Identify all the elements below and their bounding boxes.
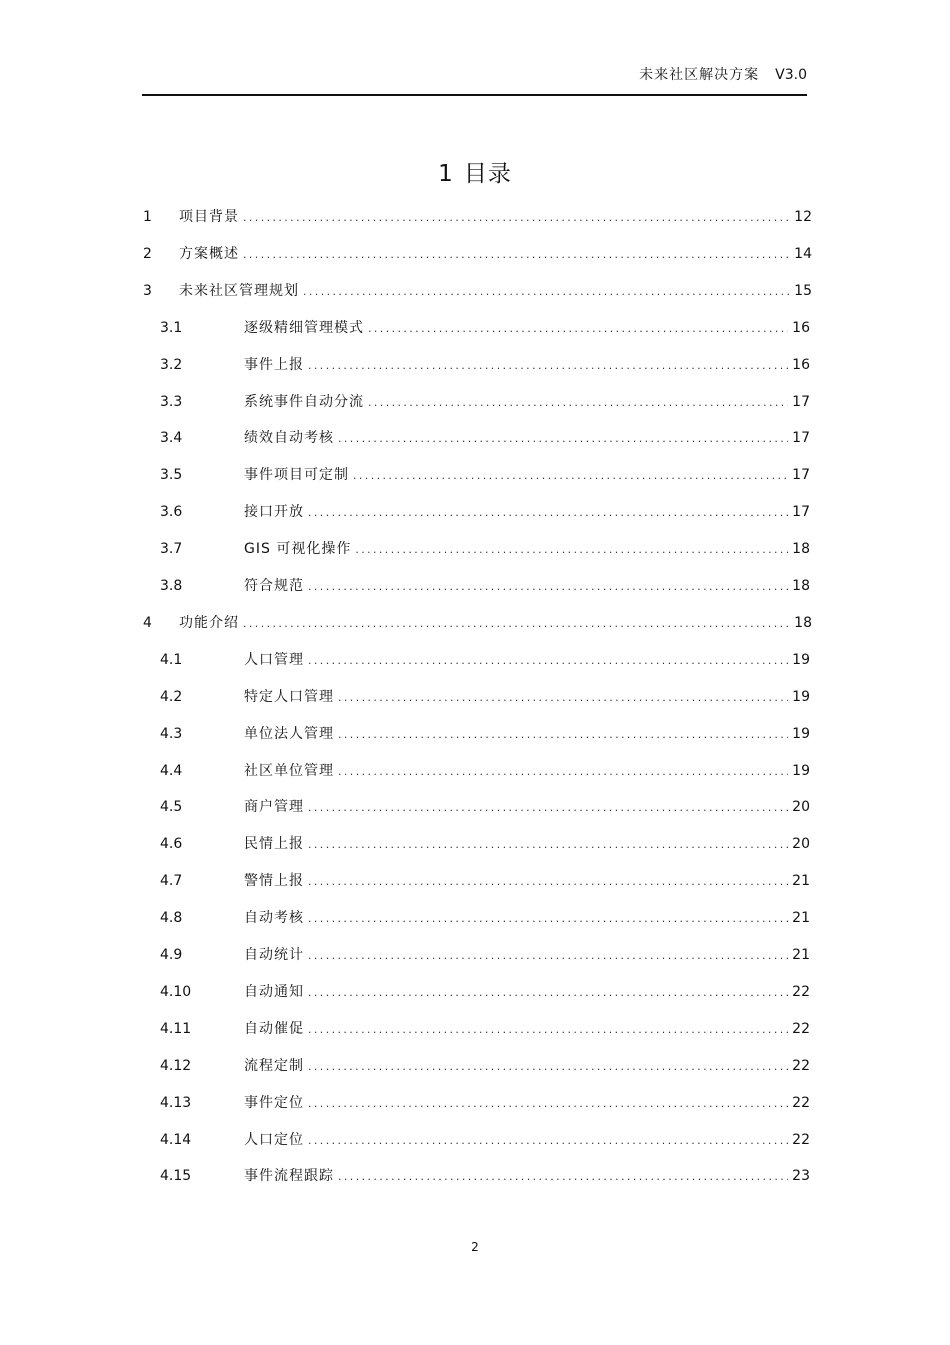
toc-entry[interactable] — [160, 1018, 810, 1040]
toc-entry-leader — [308, 355, 788, 377]
toc-entry-page: 15 — [794, 283, 812, 299]
toc-entry-label: 人口定位 — [244, 1132, 304, 1148]
toc-entry-label: 商户管理 — [244, 799, 304, 815]
toc-entry-label: 接口开放 — [244, 504, 304, 520]
toc-entry[interactable] — [160, 796, 810, 818]
toc-entry-leader — [338, 1166, 788, 1188]
toc-entry-number: 4 — [143, 615, 152, 631]
toc-entry[interactable] — [160, 907, 810, 929]
toc-entry-number: 4.12 — [160, 1058, 192, 1074]
toc-entry[interactable] — [160, 944, 810, 966]
toc-entry-label: 绩效自动考核 — [244, 430, 334, 446]
toc-entry-leader — [308, 871, 788, 893]
toc-entry-page: 21 — [792, 947, 810, 963]
toc-entry-label: GIS 可视化操作 — [244, 541, 352, 557]
toc-entry-number: 4.6 — [160, 836, 183, 852]
toc-entry-leader — [243, 613, 790, 635]
toc-entry-page: 19 — [792, 763, 810, 779]
toc-entry-page: 16 — [792, 357, 810, 373]
toc-entry-number: 3.8 — [160, 578, 183, 594]
toc-entry[interactable] — [160, 870, 810, 892]
toc-entry[interactable] — [143, 206, 812, 228]
toc-entry-number: 3.1 — [160, 320, 183, 336]
toc-entry-label: 功能介绍 — [179, 615, 239, 631]
toc-entry-label: 项目背景 — [179, 209, 239, 225]
toc-entry[interactable] — [160, 686, 810, 708]
toc-entry-label: 民情上报 — [244, 836, 304, 852]
toc-entry[interactable] — [160, 1092, 810, 1114]
toc-entry-label: 事件上报 — [244, 357, 304, 373]
toc-heading-text: 目录 — [463, 161, 512, 187]
toc-entry-page: 17 — [792, 504, 810, 520]
toc-entry-leader — [308, 1056, 788, 1078]
toc-entry-leader — [355, 539, 788, 561]
toc-entry[interactable] — [143, 243, 812, 265]
toc-entry-page: 20 — [792, 799, 810, 815]
toc-entry[interactable] — [160, 354, 810, 376]
toc-entry-number: 4.2 — [160, 689, 183, 705]
toc-entry-leader — [308, 650, 788, 672]
toc-entry-leader — [338, 428, 788, 450]
toc-entry-number: 4.14 — [160, 1132, 192, 1148]
toc-entry-number: 3.2 — [160, 357, 183, 373]
toc-entry[interactable] — [160, 464, 810, 486]
toc-entry[interactable] — [160, 317, 810, 339]
toc-entry[interactable] — [160, 391, 810, 413]
toc-entry-number: 4.13 — [160, 1095, 192, 1111]
toc-entry[interactable] — [160, 538, 810, 560]
toc-entry-leader — [368, 318, 788, 340]
toc-entry-leader — [338, 724, 788, 746]
toc-entry-label: 事件定位 — [244, 1095, 304, 1111]
toc-entry-number: 4.11 — [160, 1021, 192, 1037]
toc-entry-number: 4.1 — [160, 652, 183, 668]
toc-entry[interactable] — [160, 723, 810, 745]
toc-entry-number: 4.7 — [160, 873, 183, 889]
toc-entry-page: 18 — [792, 541, 810, 557]
toc-entry-label: 方案概述 — [179, 246, 239, 262]
toc-entry-label: 符合规范 — [244, 578, 304, 594]
toc-entry-number: 3.6 — [160, 504, 183, 520]
toc-entry-number: 4.15 — [160, 1168, 192, 1184]
toc-entry[interactable] — [160, 981, 810, 1003]
toc-entry-label: 特定人口管理 — [244, 689, 334, 705]
toc-entry-number: 4.10 — [160, 984, 192, 1000]
toc-entry-leader — [308, 1130, 788, 1152]
toc-entry-leader — [308, 834, 788, 856]
toc-entry-label: 自动考核 — [244, 910, 304, 926]
toc-entry-leader — [368, 392, 788, 414]
toc-entry[interactable] — [160, 1129, 810, 1151]
toc-entry-page: 22 — [792, 1021, 810, 1037]
toc-entry-number: 4.9 — [160, 947, 183, 963]
toc-entry-number: 2 — [143, 246, 152, 262]
toc-entry-page: 14 — [794, 246, 812, 262]
toc-entry[interactable] — [143, 280, 812, 302]
toc-entry-leader — [308, 908, 788, 930]
toc-entry[interactable] — [143, 612, 812, 634]
toc-entry-label: 系统事件自动分流 — [244, 394, 364, 410]
toc-entry-page: 22 — [792, 984, 810, 1000]
toc-entry-number: 1 — [143, 209, 152, 225]
document-title: 未来社区解决方案 — [639, 67, 760, 83]
toc-entry-page: 23 — [792, 1168, 810, 1184]
toc-entry-leader — [353, 465, 788, 487]
toc-entry[interactable] — [160, 649, 810, 671]
toc-entry-label: 人口管理 — [244, 652, 304, 668]
toc-entry-label: 单位法人管理 — [244, 726, 334, 742]
toc-heading-number: 1 — [438, 161, 454, 187]
toc-entry-page: 16 — [792, 320, 810, 336]
toc-entry-leader — [243, 244, 790, 266]
toc-entry-number: 4.5 — [160, 799, 183, 815]
toc-entry[interactable] — [160, 575, 810, 597]
toc-entry-label: 事件流程跟踪 — [244, 1168, 334, 1184]
toc-entry-page: 22 — [792, 1095, 810, 1111]
toc-entry-label: 自动统计 — [244, 947, 304, 963]
toc-entry-page: 18 — [792, 578, 810, 594]
toc-entry-number: 4.8 — [160, 910, 183, 926]
toc-entry-leader — [243, 207, 790, 229]
page-number: 2 — [471, 1240, 479, 1254]
toc-entry-label: 社区单位管理 — [244, 763, 334, 779]
toc-entry-page: 22 — [792, 1058, 810, 1074]
toc-entry[interactable] — [160, 760, 810, 782]
toc-entry-leader — [338, 761, 788, 783]
toc-entry-leader — [308, 502, 788, 524]
toc-entry-page: 19 — [792, 726, 810, 742]
toc-entry-page: 12 — [794, 209, 812, 225]
toc-entry-number: 3.5 — [160, 467, 183, 483]
toc-entry-leader — [308, 797, 788, 819]
toc-entry-label: 流程定制 — [244, 1058, 304, 1074]
toc-entry-label: 自动催促 — [244, 1021, 304, 1037]
toc-entry-leader — [308, 982, 788, 1004]
toc-entry-page: 21 — [792, 873, 810, 889]
toc-entry[interactable] — [160, 833, 810, 855]
toc-entry-number: 3.3 — [160, 394, 183, 410]
toc-entry[interactable] — [160, 1165, 810, 1187]
toc-entry-label: 事件项目可定制 — [244, 467, 349, 483]
toc-entry[interactable] — [160, 1055, 810, 1077]
toc-entry-leader — [308, 576, 788, 598]
toc-entry-number: 4.3 — [160, 726, 183, 742]
toc-entry-page: 17 — [792, 394, 810, 410]
toc-entry-page: 18 — [794, 615, 812, 631]
toc-entry-number: 4.4 — [160, 763, 183, 779]
toc-entry-leader — [308, 1019, 788, 1041]
toc-entry-label: 自动通知 — [244, 984, 304, 1000]
toc-entry-number: 3.4 — [160, 430, 183, 446]
toc-entry-page: 21 — [792, 910, 810, 926]
toc-entry-page: 20 — [792, 836, 810, 852]
document-version: V3.0 — [775, 67, 807, 83]
toc-entry-number: 3.7 — [160, 541, 183, 557]
toc-entry-number: 3 — [143, 283, 152, 299]
toc-entry[interactable] — [160, 427, 810, 449]
toc-entry-label: 警情上报 — [244, 873, 304, 889]
toc-entry-label: 逐级精细管理模式 — [244, 320, 364, 336]
toc-entry-label: 未来社区管理规划 — [179, 283, 299, 299]
toc-entry-page: 17 — [792, 430, 810, 446]
toc-entry-page: 22 — [792, 1132, 810, 1148]
toc-entry-page: 19 — [792, 689, 810, 705]
toc-entry-leader — [338, 687, 788, 709]
toc-entry-leader — [308, 945, 788, 967]
toc-entry-leader — [308, 1093, 788, 1115]
toc-entry[interactable] — [160, 501, 810, 523]
toc-entry-page: 19 — [792, 652, 810, 668]
toc-entry-page: 17 — [792, 467, 810, 483]
toc-entry-leader — [303, 281, 790, 303]
